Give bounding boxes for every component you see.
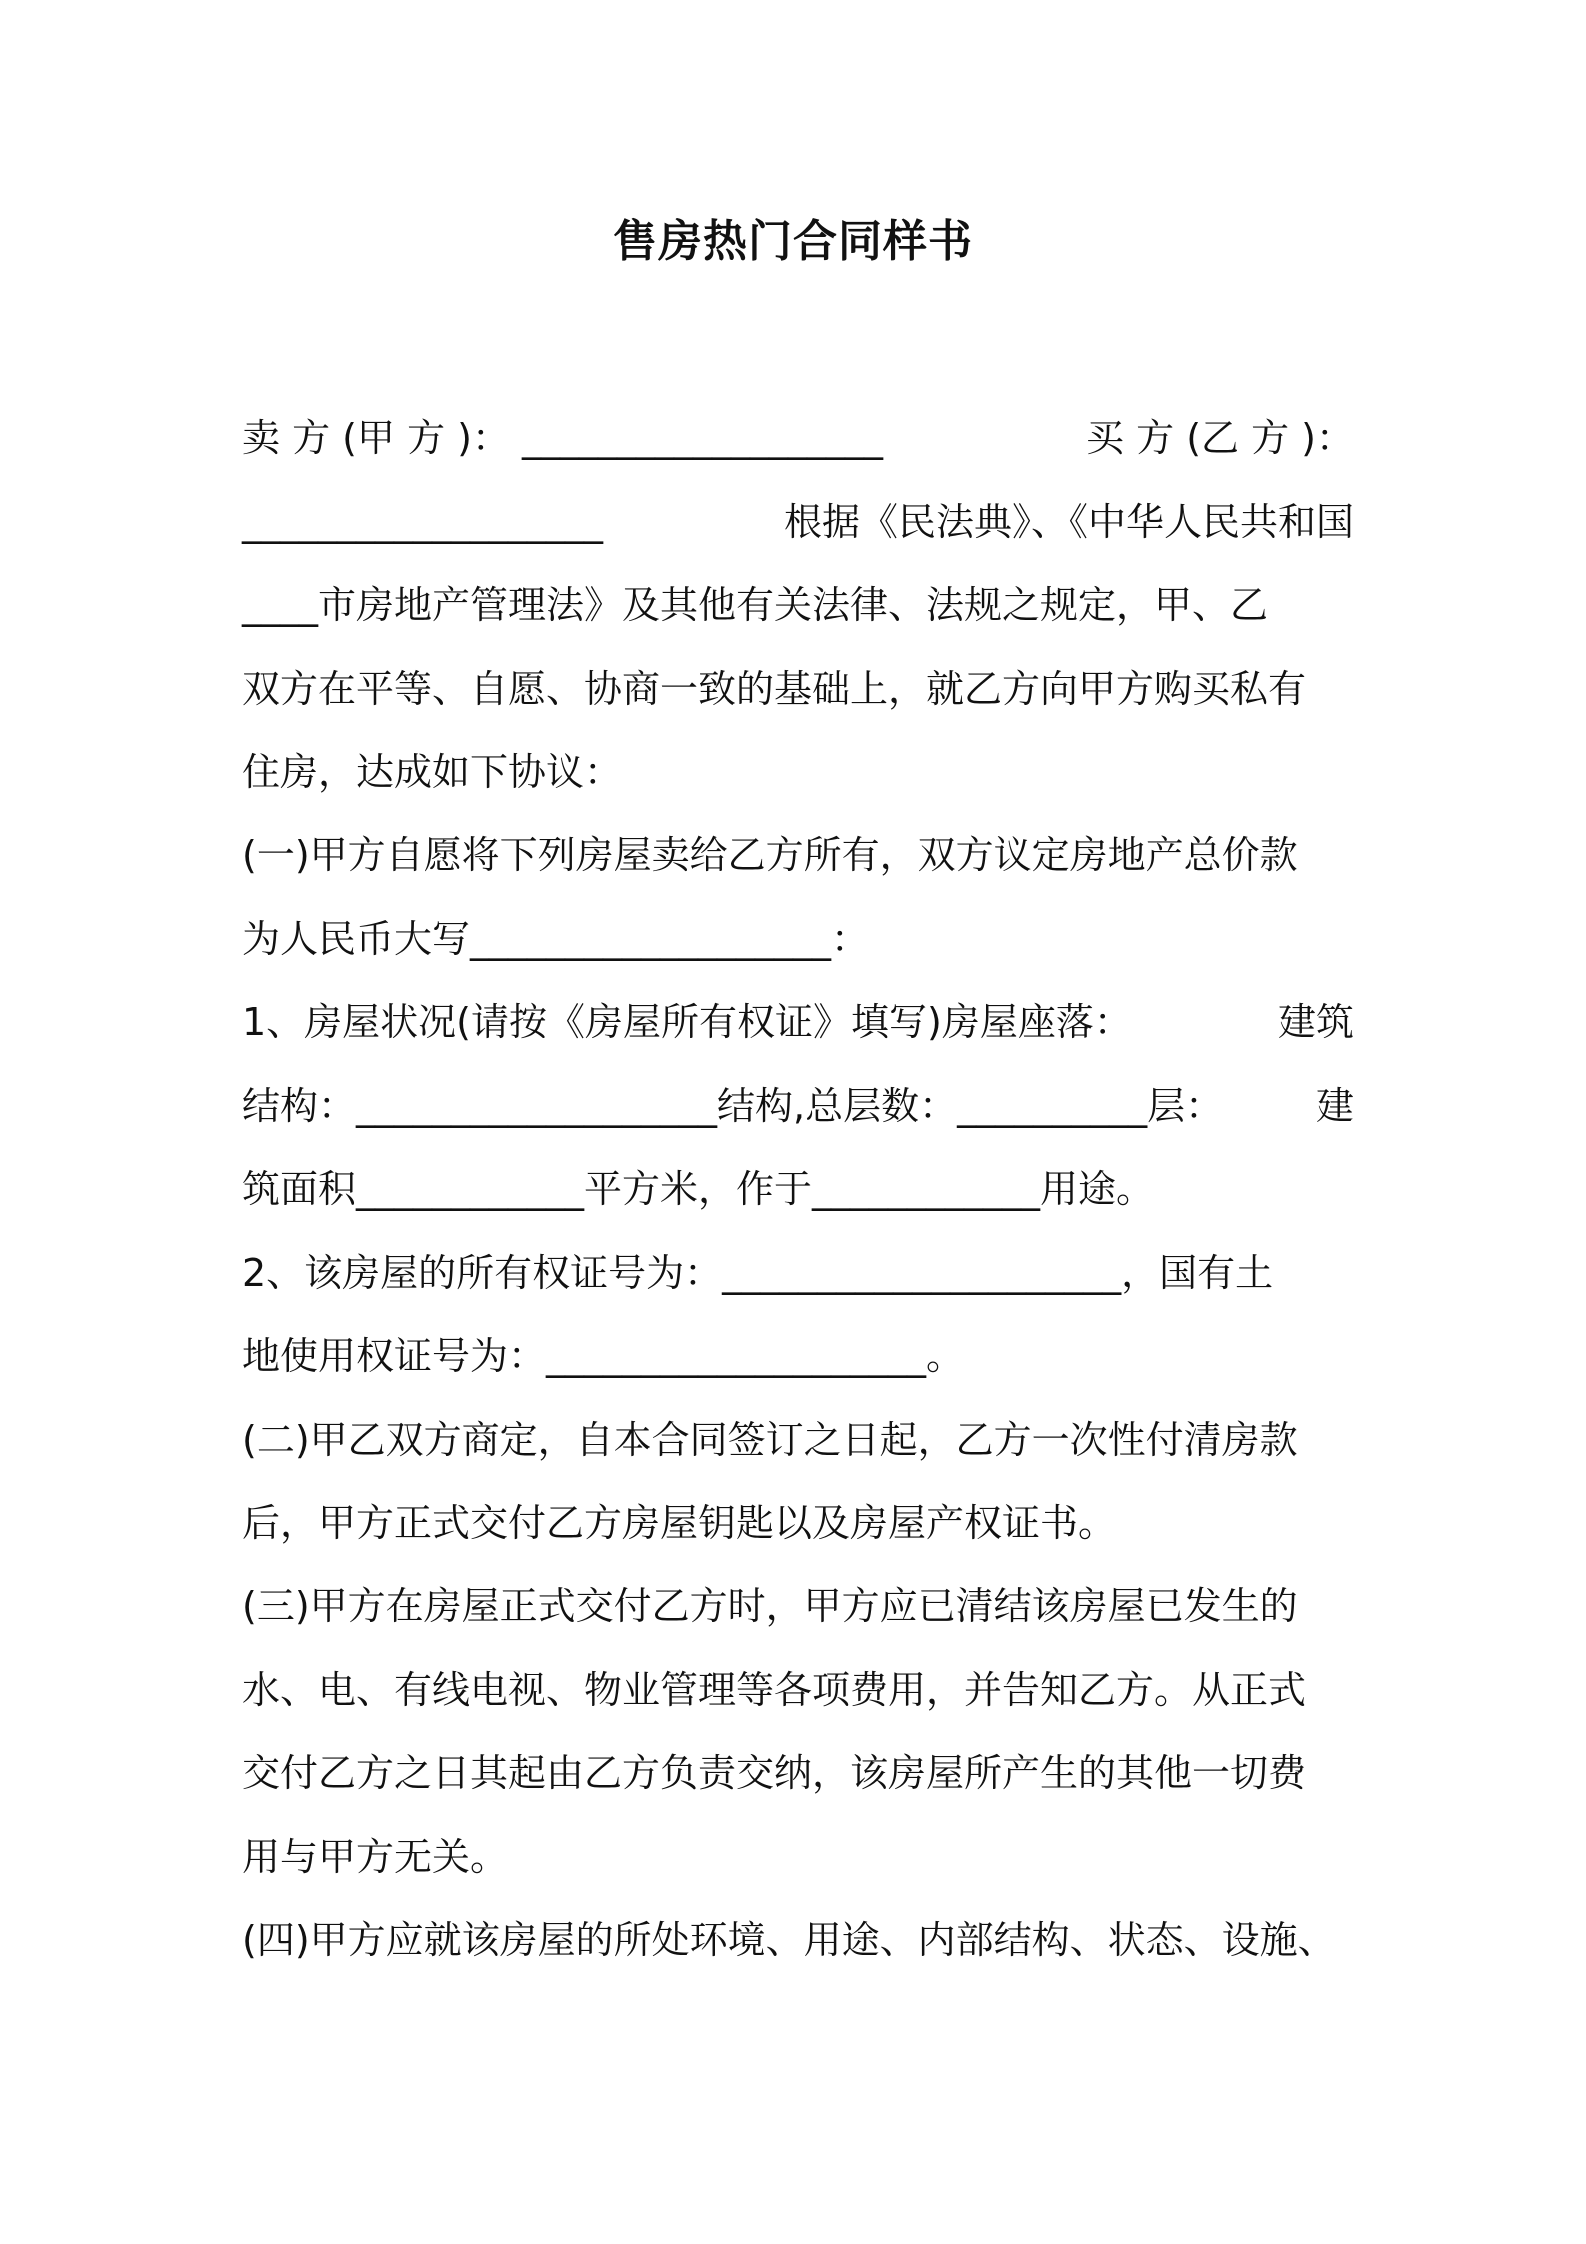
clause-1-line-2 bbox=[242, 909, 1354, 969]
paragraph-text: 双方在平等、自愿、协商一致的基础上，就乙方向甲方购买私有 bbox=[242, 667, 1307, 711]
clause-text: 交付乙方之日其起由乙方负责交纳，该房屋所产生的其他一切费 bbox=[242, 1751, 1307, 1795]
house-location-label: 1、房屋状况(请按《房屋所有权证》填写)房屋座落： bbox=[242, 1000, 1132, 1044]
document-title: 售房热门合同样书 bbox=[613, 216, 973, 267]
clause-2-line-1 bbox=[242, 1410, 1354, 1470]
clause-4-line-1 bbox=[242, 1910, 1354, 1970]
clause-text: (四)甲方应就该房屋的所处环境、用途、内部结构、状态、设施、 bbox=[242, 1918, 1336, 1962]
item-1-line-2 bbox=[242, 1076, 1354, 1136]
paragraph-text: ____市房地产管理法》及其他有关法律、法规之规定，甲、乙 bbox=[242, 583, 1269, 627]
clause-3-line-2 bbox=[242, 1660, 1354, 1720]
item-2-line-2 bbox=[242, 1326, 1354, 1386]
clause-text: (一)甲方自愿将下列房屋卖给乙方所有，双方议定房地产总价款 bbox=[242, 833, 1298, 877]
paragraph-text: 住房，达成如下协议： bbox=[242, 750, 623, 794]
structure-floors-field: 结构：___________________结构,总层数：__________层： bbox=[242, 1084, 1224, 1128]
clause-2-line-2 bbox=[242, 1493, 1354, 1553]
clause-text: 后，甲方正式交付乙方房屋钥匙以及房屋产权证书。 bbox=[242, 1501, 1117, 1545]
ownership-cert-field: 2、该房屋的所有权证号为：_____________________，国有土 bbox=[242, 1251, 1274, 1295]
item-1-line-1 bbox=[242, 992, 1354, 1052]
text-line-1 bbox=[242, 408, 1354, 468]
structure-label-start: 建筑 bbox=[1277, 1000, 1354, 1044]
text-line-2 bbox=[242, 492, 1354, 552]
clause-text: (三)甲方在房屋正式交付乙方时，甲方应已清结该房屋已发生的 bbox=[242, 1584, 1298, 1628]
area-usage-field: 筑面积____________平方米，作于____________用途。 bbox=[242, 1167, 1155, 1211]
clause-3-line-1 bbox=[242, 1576, 1354, 1636]
clause-text: 用与甲方无关。 bbox=[242, 1835, 509, 1879]
clause-3-line-3 bbox=[242, 1743, 1354, 1803]
price-field: 为人民币大写___________________： bbox=[242, 917, 870, 961]
text-line-5 bbox=[242, 742, 1354, 802]
buyer-label: 买 方 (乙 方 )： bbox=[1086, 416, 1354, 460]
clause-1-line-1 bbox=[242, 825, 1354, 885]
item-2-line-1 bbox=[242, 1243, 1354, 1303]
item-1-line-3 bbox=[242, 1159, 1354, 1219]
area-label-start: 建 bbox=[1315, 1084, 1354, 1128]
clause-text: 水、电、有线电视、物业管理等各项费用，并告知乙方。从正式 bbox=[242, 1668, 1307, 1712]
clause-3-line-4 bbox=[242, 1827, 1354, 1887]
land-cert-field: 地使用权证号为：____________________。 bbox=[242, 1334, 965, 1378]
clause-text: (二)甲乙双方商定，自本合同签订之日起，乙方一次性付清房款 bbox=[242, 1418, 1298, 1462]
text-line-4 bbox=[242, 659, 1354, 719]
legal-basis-text: 根据《民法典》、《中华人民共和国 bbox=[783, 500, 1354, 544]
text-line-3 bbox=[242, 575, 1354, 635]
buyer-blank: ___________________ bbox=[242, 500, 603, 544]
seller-field: 卖 方 (甲 方 )： ___________________ bbox=[242, 416, 884, 460]
